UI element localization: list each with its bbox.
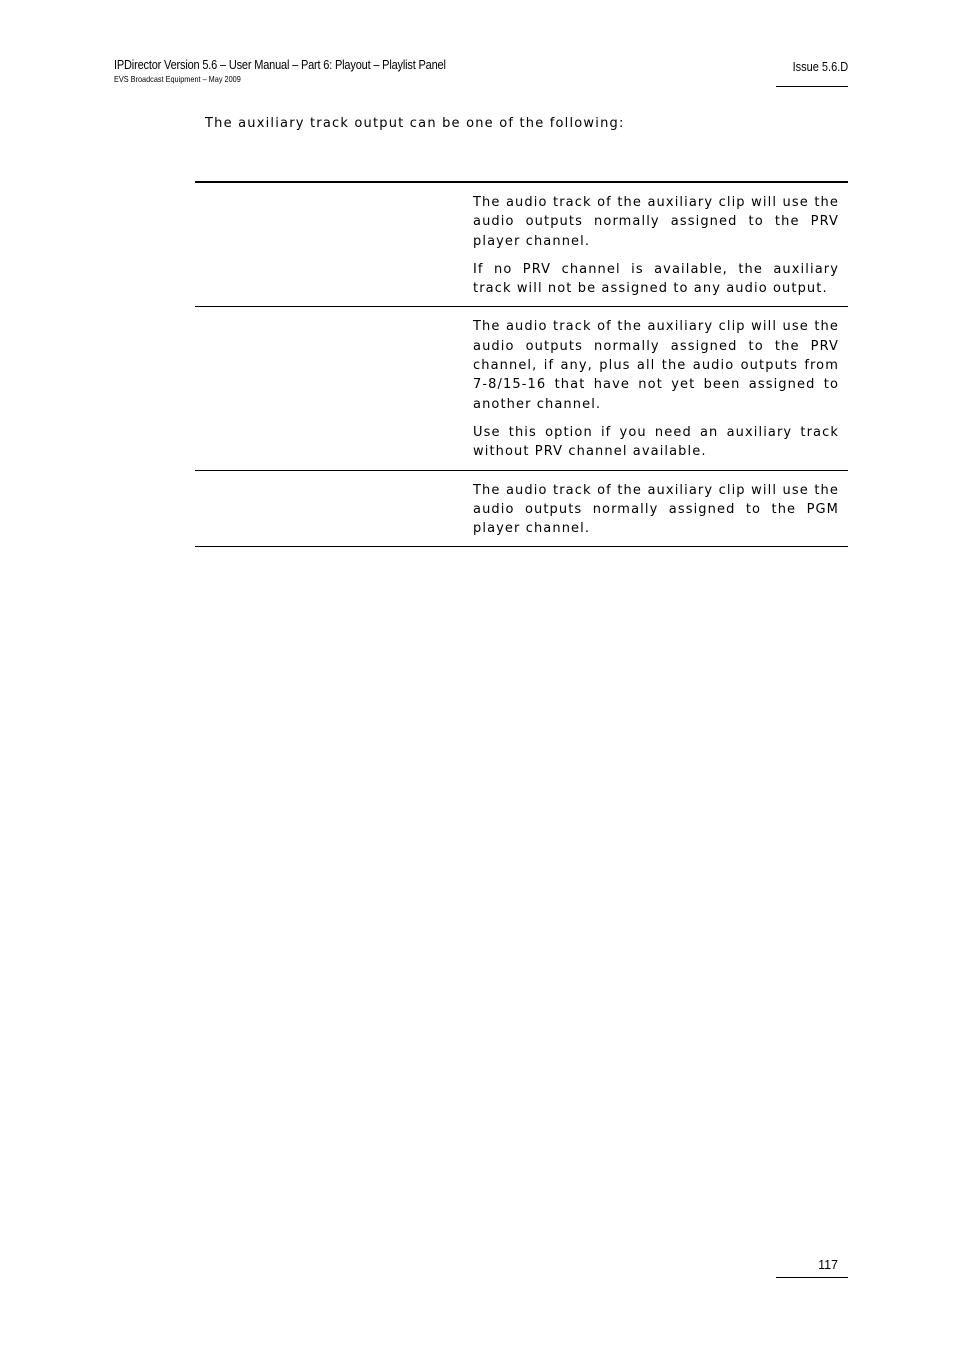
option-description: [473, 317, 839, 461]
description-paragraph: The audio track of the auxiliary clip will use the audio outputs normally assigned to the PRV channel, if any, plus all the audio outputs from 7-8/15-16 that have not yet been assigned to another channel.: [473, 319, 839, 412]
description-paragraph: If no PRV channel is available, the auxiliary track will not be assigned to any audio output.: [473, 261, 839, 297]
page-header: [114, 58, 491, 84]
intro-paragraph: The auxiliary track output can be one of the following:: [205, 116, 625, 131]
option-row: [195, 183, 848, 307]
description-paragraph: The audio track of the auxiliary clip will use the audio outputs normally assigned to the PGM player channel.: [473, 482, 839, 537]
page-number: 117: [818, 1258, 838, 1272]
document-title: IPDirector Version 5.6 – User Manual – Part 6: Playout – Playlist Panel: [114, 58, 446, 72]
document-publisher: EVS Broadcast Equipment – May 2009: [114, 74, 241, 84]
option-row: [195, 307, 848, 470]
option-label: [195, 481, 473, 539]
issue-block: [776, 58, 848, 87]
option-row: [195, 471, 848, 548]
option-description: [473, 481, 839, 539]
description-paragraph: The audio track of the auxiliary clip will use the audio outputs normally assigned to the PRV player channel.: [473, 195, 839, 249]
page-footer: [776, 1256, 848, 1278]
description-paragraph: Use this option if you need an auxiliary track without PRV channel available.: [473, 424, 839, 460]
issue-number: Issue 5.6.D: [792, 60, 848, 74]
option-description: [473, 193, 839, 298]
option-label: [195, 317, 473, 461]
option-label: [195, 193, 473, 298]
options-table: [195, 181, 848, 547]
